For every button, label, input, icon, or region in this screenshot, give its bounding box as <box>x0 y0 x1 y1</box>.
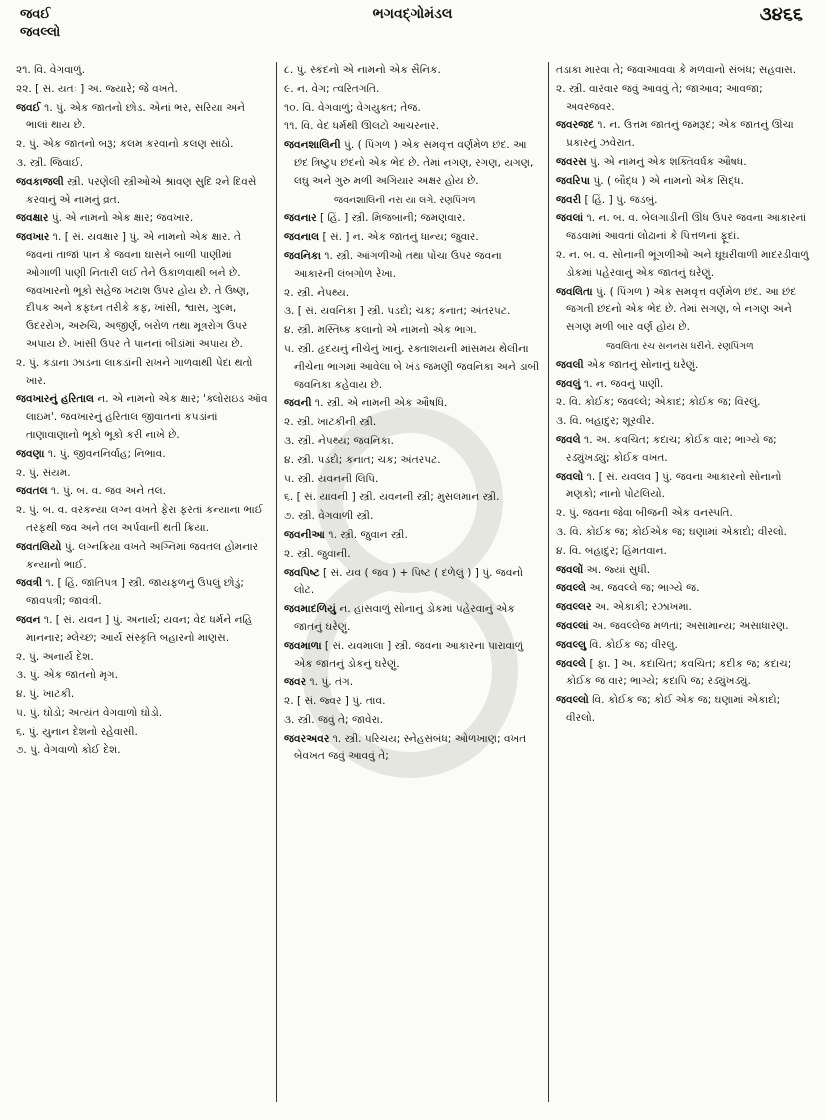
definition-text: ૯. ન. વેગ; ત્વરિતગતિ. <box>284 82 380 95</box>
dictionary-entry <box>284 712 540 730</box>
page-number: ૩૪૬૬ <box>759 4 803 25</box>
headword: જવલ્લે <box>556 582 587 595</box>
dictionary-entry <box>284 601 540 637</box>
dictionary-entry <box>556 505 811 523</box>
headword: જવઈ <box>16 101 41 114</box>
headword: જવત્રી <box>16 577 43 590</box>
definition-text: [ હિં. ] સ્ત્રી. મિજબાની; જમણવાર. <box>316 212 466 225</box>
dictionary-entry <box>556 543 811 561</box>
dictionary-entry <box>284 508 540 526</box>
dictionary-entry <box>284 62 540 80</box>
headword: જવકાજલી <box>16 175 64 188</box>
dictionary-entry <box>556 81 811 117</box>
dictionary-entry <box>284 395 540 413</box>
headword: જવણા <box>16 447 45 460</box>
dictionary-entry <box>284 303 540 321</box>
headword: જવરજદ <box>556 119 595 132</box>
headword: જવલું <box>556 377 581 390</box>
page-title: ભગવદ્ગોમંડલ <box>372 6 453 22</box>
dictionary-entry <box>284 414 540 432</box>
dictionary-entry <box>284 471 540 489</box>
dictionary-entry <box>556 432 811 468</box>
headword: જવતલ <box>16 485 48 498</box>
definition-text: ૩. સ્ત્રી. જિવાઈ. <box>16 156 84 169</box>
definition-text: ૧. ન. ઉત્તમ જાતનું જમરૂદ; એક જાતનું ઊંચા પ્રકારનું ઝવેરાત. <box>566 119 794 150</box>
definition-text: ૨. સ્ત્રી. જુવાની. <box>284 547 351 560</box>
definition-text: ૫. સ્ત્રી. હૃદયનું નીચેનું ખાનું. રક્તાશયની માંસમય થેલીના નીચેના ભાગમાં આવેલા બે ખંડ જમણી જવનિકા અને ડાબી જવનિકા કહેવાય છે. <box>284 342 540 391</box>
dictionary-entry <box>16 705 268 723</box>
column-1 <box>16 62 268 1112</box>
definition-text: ૧. ન. જવનું પાણી. <box>580 377 664 390</box>
dictionary-entry <box>16 155 268 173</box>
definition-text: ૬. પું. યુનાન દેશનો રહેવાસી. <box>16 725 138 738</box>
definition-text: ૨. વિ. કોઈક; જવલ્લે; એકાદ; કોઈક જ; વિરલું. <box>556 396 761 409</box>
dictionary-entry <box>16 81 268 99</box>
dictionary-entry <box>284 546 540 564</box>
dictionary-entry <box>284 322 540 340</box>
dictionary-entry <box>556 192 811 210</box>
guide-word-first: જવઈ <box>20 7 51 22</box>
definition-text: ૧. પું. એક જાતનો છોડ. એનાં ભર, સરિયા અને ભાલાં થાય છે. <box>26 101 246 132</box>
headword: જવલ્લો <box>556 694 589 707</box>
dictionary-entry <box>284 100 540 118</box>
headword: જવનિકા <box>284 249 321 262</box>
dictionary-entry <box>284 229 540 247</box>
dictionary-entry <box>16 446 268 464</box>
headword: જવપિષ્ટ <box>284 566 320 579</box>
dictionary-entry <box>284 674 540 692</box>
definition-text: ૧. પું. બ. વ. જવ અને તલ. <box>47 485 166 498</box>
definition-text: ૨૧. વિ. વેગવાળું. <box>16 64 86 76</box>
definition-text: પું. ( પિંગળ ) એક સમવૃત્ત વર્ણમેળ છંદ. આ છંદ ત્રિષ્ટુપ છંદનો એક ભેદ છે. તેમાં નગણ, રગણ, યગણ, લઘુ અને ગુરુ મળી અગિયાર અક્ષર હોય છે. <box>294 139 534 187</box>
definition-text: ૪. વિ. બહાદુર; હિંમતવાન. <box>556 544 667 557</box>
dictionary-entry <box>284 81 540 99</box>
definition-text: ૪. પું. ખાટકી. <box>16 688 75 701</box>
definition-text: અ. જવલ્લે જ; ભાગ્યે જ. <box>586 582 700 595</box>
dictionary-entry <box>556 62 811 80</box>
headword: જવરી <box>556 193 582 206</box>
headword: જવતલિયો <box>16 540 62 553</box>
headword: જવલી <box>556 358 584 371</box>
dictionary-entry <box>16 136 268 154</box>
definition-text: ૪. સ્ત્રી. મસ્તિષ્ક કલાનો એ નામનો એક ભાગ. <box>284 324 477 337</box>
definition-text: ૧. [ હિં. જાતિપત્ર ] સ્ત્રી. જાયફળનું ઉપલું છોડું; જાવપત્રી; જાવંત્રી. <box>26 577 244 608</box>
dictionary-entry <box>556 413 811 431</box>
definition-text: ૭. પું. વેગવાળો કોઈ દેશ. <box>16 744 121 757</box>
headword: જવનાર <box>284 212 317 225</box>
headword: જવમાદળિયું <box>284 603 336 616</box>
definition-text: ૬. [ સં. યાવની ] સ્ત્રી. યવનની સ્ત્રી; મુસલમાન સ્ત્રી. <box>284 491 500 504</box>
dictionary-entry <box>16 174 268 210</box>
dictionary-entry <box>556 173 811 191</box>
definition-text: ૧. ન. બ. વ. બેલગાડીની ઊંધ ઉપર જવના આકારનાં જડવામાં આવતાં લોઢાનાં કે પિત્તળનાં ફૂદાં. <box>566 212 807 243</box>
definition-text: [ સં. યવ ( જવ ) + પિષ્ટ ( દળેલું ) ] પું. જવનો લોટ. <box>294 566 523 597</box>
column-3 <box>556 62 811 1112</box>
dictionary-entry <box>556 154 811 172</box>
definition-text: ૧૧. વિ. વેદ ધર્મથી ઊલટો આચરનાર. <box>284 120 439 133</box>
dictionary-entry <box>16 465 268 483</box>
dictionary-entry <box>556 357 811 375</box>
headword: જવનશાલિની <box>284 139 341 152</box>
definition-text: ૨૨. [ સં. યતઃ ] અ. જ્યારે; જે વખતે. <box>16 82 178 95</box>
dictionary-entry <box>16 62 268 80</box>
headword: જવલિતા <box>556 285 593 298</box>
dictionary-entry <box>556 394 811 412</box>
definition-text: જવનશાલિની નરા યા લગે. રણપિંગળ <box>334 194 476 206</box>
definition-text: ૪. સ્ત્રી. પડદો; કનાત; ચક; અંતરપટ. <box>284 453 441 466</box>
dictionary-columns <box>16 62 811 1112</box>
guide-word-last: જવલ્લો <box>20 25 61 40</box>
definition-text: ૧. [ સં. યવન ] પું. અનાર્ય; યવન; વેદ ધર્મને નહિ માનનાર; મ્લેચ્છ; આર્ય સંસ્કૃતિ બહારનો માણસ. <box>26 613 253 644</box>
dictionary-entry <box>284 527 540 545</box>
definition-text: અ. એકાકી; રઝાખમા. <box>591 601 692 614</box>
dictionary-entry <box>16 100 268 136</box>
definition-text: ૨. પું. કડાના ઝાડના લાકડાંની રાખને ગાળવાથી પેદા થતો ખાર. <box>16 356 253 387</box>
definition-text: ૨. પું. એક જાતનો બરૂ; કલમ કરવાનો કલણ સાંઠો. <box>16 138 234 151</box>
definition-text: ૧. પું. જીવનનિર્વાહ; નિભાવ. <box>44 447 166 460</box>
definition-text: ૨. સ્ત્રી. નેપથ્ય. <box>284 286 350 299</box>
dictionary-entry <box>284 565 540 601</box>
headword: જવરિપા <box>556 174 590 187</box>
definition-text: ૩. વિ. બહાદુર; શૂરવીર. <box>556 415 655 428</box>
definition-text: એક જાતનું સોનાનું ઘરેણું. <box>583 358 699 371</box>
definition-text: ૩. પું. એક જાતનો મૃગ. <box>16 669 119 682</box>
headword: જવનાલ <box>284 231 320 244</box>
definition-text: ૧. સ્ત્રી. જુવાન સ્ત્રી. <box>325 528 408 541</box>
headword: જવલો <box>556 470 584 483</box>
headword: જવન <box>16 613 41 626</box>
definition-text: જવલિતા રચ સનનસ ધરીને. રણપિંગળ <box>606 340 754 352</box>
definition-text: સ્ત્રી. પરણેલી સ્ત્રીઓએ શ્રાવણ સુદિ ૨ને દિવસે કરવાનું એ નામનું વ્રત. <box>26 175 257 206</box>
dictionary-entry <box>284 452 540 470</box>
headword: જવરસ <box>556 155 587 168</box>
definition-text: [ સં. ] ન. એક જાતનું ધાન્ય; જુવાર. <box>319 231 479 244</box>
dictionary-entry <box>16 742 268 760</box>
headword: જવલોં <box>556 563 584 576</box>
definition-text: પું. લગ્નક્રિયા વખતે અગ્નિમાં જવતલ હોમનાર કન્યાનો ભાઈ. <box>26 540 259 571</box>
dictionary-entry <box>556 692 811 728</box>
definition-text: ૩. વિ. કોઈક જ; કોઈએક જ; ઘણામાં એકાદો; વીરલો. <box>556 525 787 538</box>
headword: જવલ્લાં <box>556 619 589 632</box>
definition-text: ૩. [ સં. યવનિકા ] સ્ત્રી. પડદો; ચક; કનાત; અંતરપટ. <box>284 305 511 318</box>
headword: જવખાર <box>16 231 50 244</box>
dictionary-entry <box>556 580 811 598</box>
definition-text: ૨. પું. જવના જેવા બીજની એક વનસ્પતિ. <box>556 507 733 520</box>
definition-text: ૧. [ સં. યવક્ષાર ] પું. એ નામનો એક ક્ષાર. તે જવનાં તાજાં પાન કે જવના ઘાસને બાળી પાણીમાં ઓગાળી પાણી નિતારી લઈ તેને ઉકાળવાથી બને છે. જવખારનો ભૂકો સહેજ ખટાશ ઉપર હોય છે. તે ઉષ્ણ, દીપક અને કફઘ્ન તરીકે કફ, ખાંસી, શ્વાસ, ગુલ્મ, ઉદરરોગ, અરુચિ, અજીર્ણ, બરોળ તથા મૂત્રરોગ ઉપર અપાય છે. ખાંસી ઉપર તે પાનનાં બીડાંમાં અપાય છે. <box>26 231 250 350</box>
headword: જવર <box>284 676 307 689</box>
headword: જવક્ષાર <box>16 212 49 225</box>
dictionary-entry <box>556 117 811 153</box>
dictionary-entry <box>16 539 268 575</box>
definition-text: ૨. [ સં. જ્વર ] પું. તાવ. <box>284 695 386 708</box>
definition-text: ૧. સ્ત્રી. આંગળીઓ તથા પોંચા ઉપર જવના આકારની લંબગોળ રેખા. <box>294 249 502 280</box>
dictionary-entry <box>284 210 540 228</box>
definition-text: ૧. પું. તંગ. <box>306 676 354 689</box>
dictionary-entry <box>556 637 811 655</box>
dictionary-entry <box>284 341 540 394</box>
definition-text: પું. એ નામનો એક ક્ષાર; જવખાર. <box>48 212 194 225</box>
definition-text: ૩. સ્ત્રી. જવું તે; જાવેરા. <box>284 713 384 726</box>
dictionary-entry <box>284 192 540 210</box>
dictionary-entry <box>556 656 811 692</box>
dictionary-entry <box>556 338 811 356</box>
dictionary-entry <box>556 210 811 246</box>
headword: જવલે <box>556 433 581 446</box>
definition-text: ન. હાંસવાળું સોનાનું ડોકમાં પહેરવાનું એક જાતનું ઘરેણું. <box>294 603 515 633</box>
dictionary-entry <box>16 612 268 648</box>
definition-text: [ હિં. ] પું. જડબું. <box>581 193 658 206</box>
definition-text: વિ. કોઈક જ; વીરલુ. <box>586 638 678 651</box>
definition-text: પું. એ નામનું એક શક્તિવર્ધક ઔષધ. <box>586 155 747 168</box>
dictionary-entry <box>284 638 540 674</box>
definition-text: પું. ( પિંગળ ) એક સમવૃત્ત વર્ણમેળ છંદ. આ છંદ જગતી છંદનો એક ભેદ છે. તેમાં સગણ, બે નગણ અને સગણ મળી બાર વર્ણ હોય છે. <box>566 285 797 334</box>
definition-text: ૨. સ્ત્રી. વારંવાર જવું આવવું તે; જાઆવ; આવજા; અવરજવર. <box>556 82 763 113</box>
definition-text: ૧. અ. કવચિત; કદાચ; કોઈક વાર; ભાગ્યે જ; રડ્યુંખડ્યું; કોઈક વખત. <box>566 433 777 464</box>
definition-text: [ ફા. ] અ. કદાચિત; કવચિત; કદીક જ; કદાચ; કોઈક જ વાર; ભાગ્યે; કદાપિ જ; રડ્યુંખડ્યું. <box>566 657 792 688</box>
dictionary-entry <box>16 502 268 538</box>
dictionary-entry <box>556 469 811 505</box>
headword: જવમાળા <box>284 639 322 652</box>
definition-text: [ સં. યવમાલા ] સ્ત્રી. જવના આકારના પારાવાળું એક જાતનું ડોકનું ઘરેણું. <box>294 639 524 670</box>
definition-text: ૨. પું. બ. વ. વરકન્યા લગ્ન વખતે ફેરા ફરતાં કન્યાના ભાઈ તરફથી જવ અને તલ અર્પવાની થતી ક્રિયા. <box>16 504 263 534</box>
definition-text: ૮. પું. સ્કંદનો એ નામનો એક સૈનિક. <box>284 64 441 76</box>
definition-text: તડાકા મારવા તે; જવાઆવવા કે મળવાનો સંબંધ; સહવાસ. <box>556 64 797 76</box>
dictionary-entry <box>556 284 811 337</box>
dictionary-entry <box>16 686 268 704</box>
definition-text: ૫. પું. ઘોડો; અત્યંત વેગવાળો ઘોડો. <box>16 706 163 719</box>
headword: જવનીઆ <box>284 528 326 541</box>
dictionary-entry <box>556 618 811 636</box>
definition-text: અ. જવલ્લેજ મળતાં; અસામાન્ય; અસાધારણ. <box>588 619 789 632</box>
headword: જવની <box>284 397 312 410</box>
column-2 <box>284 62 540 1112</box>
headword: જવલ્લુ <box>556 638 587 651</box>
dictionary-entry <box>284 248 540 284</box>
definition-text: ન. એ નામનો એક ક્ષાર; 'ક્લોરાઇડ ઑવ લાઇમ'. જવખારનું હરિતાલ જીવાતનાં કપડાંનાં તાણાવાણાનો ભૂકો ભૂકો કરી નાખે છે. <box>26 393 268 441</box>
dictionary-entry <box>284 118 540 136</box>
headword: જવલ્લે <box>556 657 587 670</box>
dictionary-entry <box>284 731 540 767</box>
definition-text: ૨. પું. સંયમ. <box>16 466 71 479</box>
dictionary-entry <box>556 599 811 617</box>
dictionary-entry <box>16 391 268 444</box>
definition-text: પું. ( બૌદ્ધ ) એ નામનો એક સિદ્ધ. <box>589 174 744 187</box>
definition-text: ૧. સ્ત્રી. પરિચય; સ્નેહસંબંધ; ઓળખાણ; વખત બેવખત જવું આવવું તે; <box>294 732 527 763</box>
dictionary-entry <box>16 575 268 611</box>
dictionary-entry <box>284 693 540 711</box>
definition-text: અ. જ્યાં સુધી. <box>583 563 651 576</box>
dictionary-entry <box>284 489 540 507</box>
headword: જવખારનું હરિતાલ <box>16 393 95 406</box>
definition-text: ૧. [ સં. યવલવ ] પું. જવના આકારનો સોનાનો મણકો; નાનો પોટલિયો. <box>566 470 782 501</box>
dictionary-entry <box>16 355 268 391</box>
dictionary-entry <box>284 137 540 190</box>
dictionary-entry <box>16 483 268 501</box>
headword: જવલ્લર <box>556 601 592 614</box>
page-header <box>0 0 825 56</box>
dictionary-entry <box>556 376 811 394</box>
dictionary-entry <box>16 649 268 667</box>
definition-text: ૫. સ્ત્રી. યવનની લિપિ. <box>284 472 379 485</box>
dictionary-entry <box>556 524 811 542</box>
dictionary-entry <box>284 433 540 451</box>
dictionary-entry <box>556 562 811 580</box>
dictionary-entry <box>556 247 811 283</box>
definition-text: વિ. કોઈક જ; કોઈ એક જ; ઘણામાં એકાદો; વીરલો. <box>566 694 781 724</box>
definition-text: ૧૦. વિ. વેગવાળું; વેગયુક્ત; તેજ. <box>284 101 421 114</box>
dictionary-entry <box>16 667 268 685</box>
definition-text: ૧. સ્ત્રી. એ નામની એક ઔષધિ. <box>311 397 448 410</box>
definition-text: ૭. સ્ત્રી. વેગવાળી સ્ત્રી. <box>284 510 374 523</box>
definition-text: ૨. સ્ત્રી. ખાટકીની સ્ત્રી. <box>284 416 377 429</box>
dictionary-entry <box>16 724 268 742</box>
headword: જવરઅવર <box>284 732 330 745</box>
dictionary-entry <box>16 229 268 354</box>
definition-text: ૨. ન. બ. વ. સોનાની ભૂંગળીઓ અને ઘૂઘરીવાળી માદરડીવાળું ડોકમાં પહેરવાનું એક જાતનું ઘરેણું. <box>556 248 809 279</box>
definition-text: ૩. સ્ત્રી. નેપથ્ય; જવનિકા. <box>284 434 394 447</box>
dictionary-entry <box>16 210 268 228</box>
headword: જવલાં <box>556 212 584 225</box>
dictionary-entry <box>284 285 540 303</box>
definition-text: ૨. પું. અનાર્ય દેશ. <box>16 650 94 663</box>
